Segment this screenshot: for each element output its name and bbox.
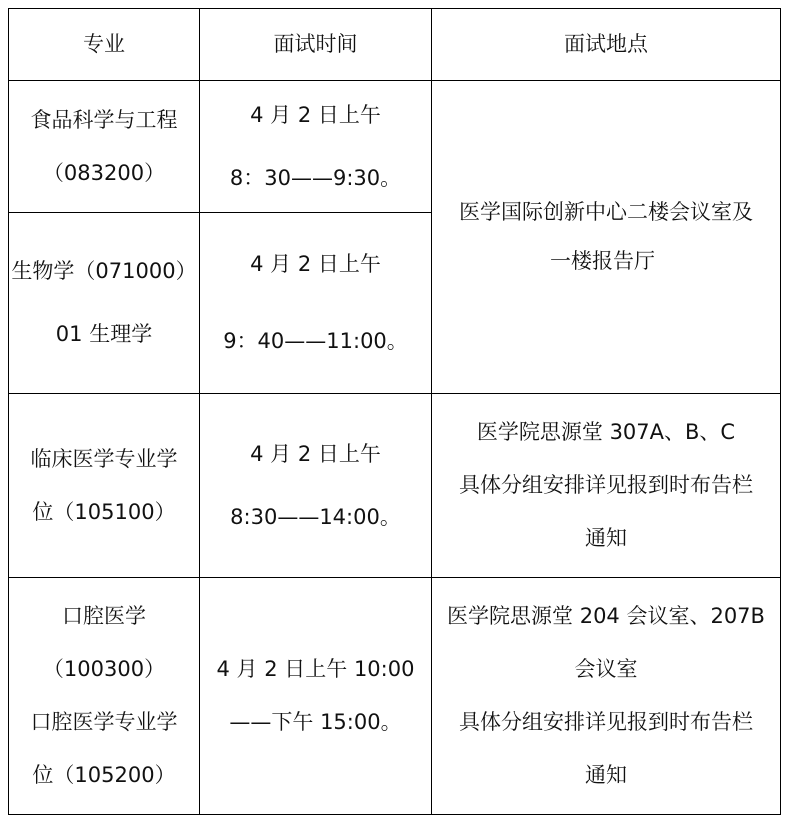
row3-major (9, 394, 199, 577)
row1-major-line1: 食品科学与工程 (30, 107, 178, 132)
row4-major-line2: （100300） (42, 657, 166, 681)
row1-major-line2: （083200） (42, 160, 166, 185)
row1-major (9, 81, 199, 212)
row2-major-line1: 生物学（071000） (11, 259, 197, 283)
row2-major (9, 213, 199, 393)
row3-time-line2: 8:30——14:00。 (230, 504, 401, 529)
row3-place (432, 394, 780, 577)
border-right (780, 8, 781, 815)
row2-time (200, 213, 431, 393)
row4-time-line2: ——下午 15:00。 (229, 710, 402, 734)
row2-major-line2: 01 生理学 (55, 322, 153, 346)
border-bottom (8, 814, 781, 815)
row1-time (200, 81, 431, 212)
row3-major-line2: 位（105100） (32, 499, 176, 524)
row4-major (9, 578, 199, 814)
row4-major-line1: 口腔医学 (62, 604, 146, 628)
header-place-label: 面试地点 (564, 32, 648, 56)
row4-place-line1: 医学院思源堂 204 会议室、207B (447, 604, 765, 628)
header-place (432, 9, 780, 80)
rows1-2-place (432, 81, 780, 393)
row1-time-line1: 4 月 2 日上午 (250, 102, 381, 127)
header-major (9, 9, 199, 80)
row2-time-line1: 4 月 2 日上午 (250, 252, 381, 276)
row3-time-line1: 4 月 2 日上午 (250, 441, 381, 466)
header-time (200, 9, 431, 80)
row4-place-line4: 通知 (585, 763, 627, 787)
row4-major-line3: 口腔医学专业学 (30, 710, 178, 734)
row4-major-line4: 位（105200） (32, 763, 176, 787)
row3-place-line3: 通知 (585, 526, 627, 550)
row2-time-line2: 9：40——11:00。 (223, 329, 408, 353)
row4-place-line2: 会议室 (574, 657, 638, 681)
row4-place (432, 578, 780, 814)
row3-major-line1: 临床医学专业学 (30, 446, 178, 471)
row1-time-line2: 8：30——9:30。 (229, 165, 402, 190)
row4-time-line1: 4 月 2 日上午 10:00 (216, 657, 415, 681)
rows1-2-place-line2: 一楼报告厅 (550, 249, 655, 273)
row3-place-line1: 医学院思源堂 307A、B、C (476, 420, 736, 444)
rows1-2-place-line1: 医学国际创新中心二楼会议室及 (459, 200, 753, 224)
row4-time (200, 578, 431, 814)
row4-place-line3: 具体分组安排详见报到时布告栏 (459, 710, 753, 734)
header-time-label: 面试时间 (273, 32, 358, 56)
row3-time (200, 394, 431, 577)
row3-place-line2: 具体分组安排详见报到时布告栏 (459, 473, 753, 497)
header-major-label: 专业 (83, 32, 125, 56)
